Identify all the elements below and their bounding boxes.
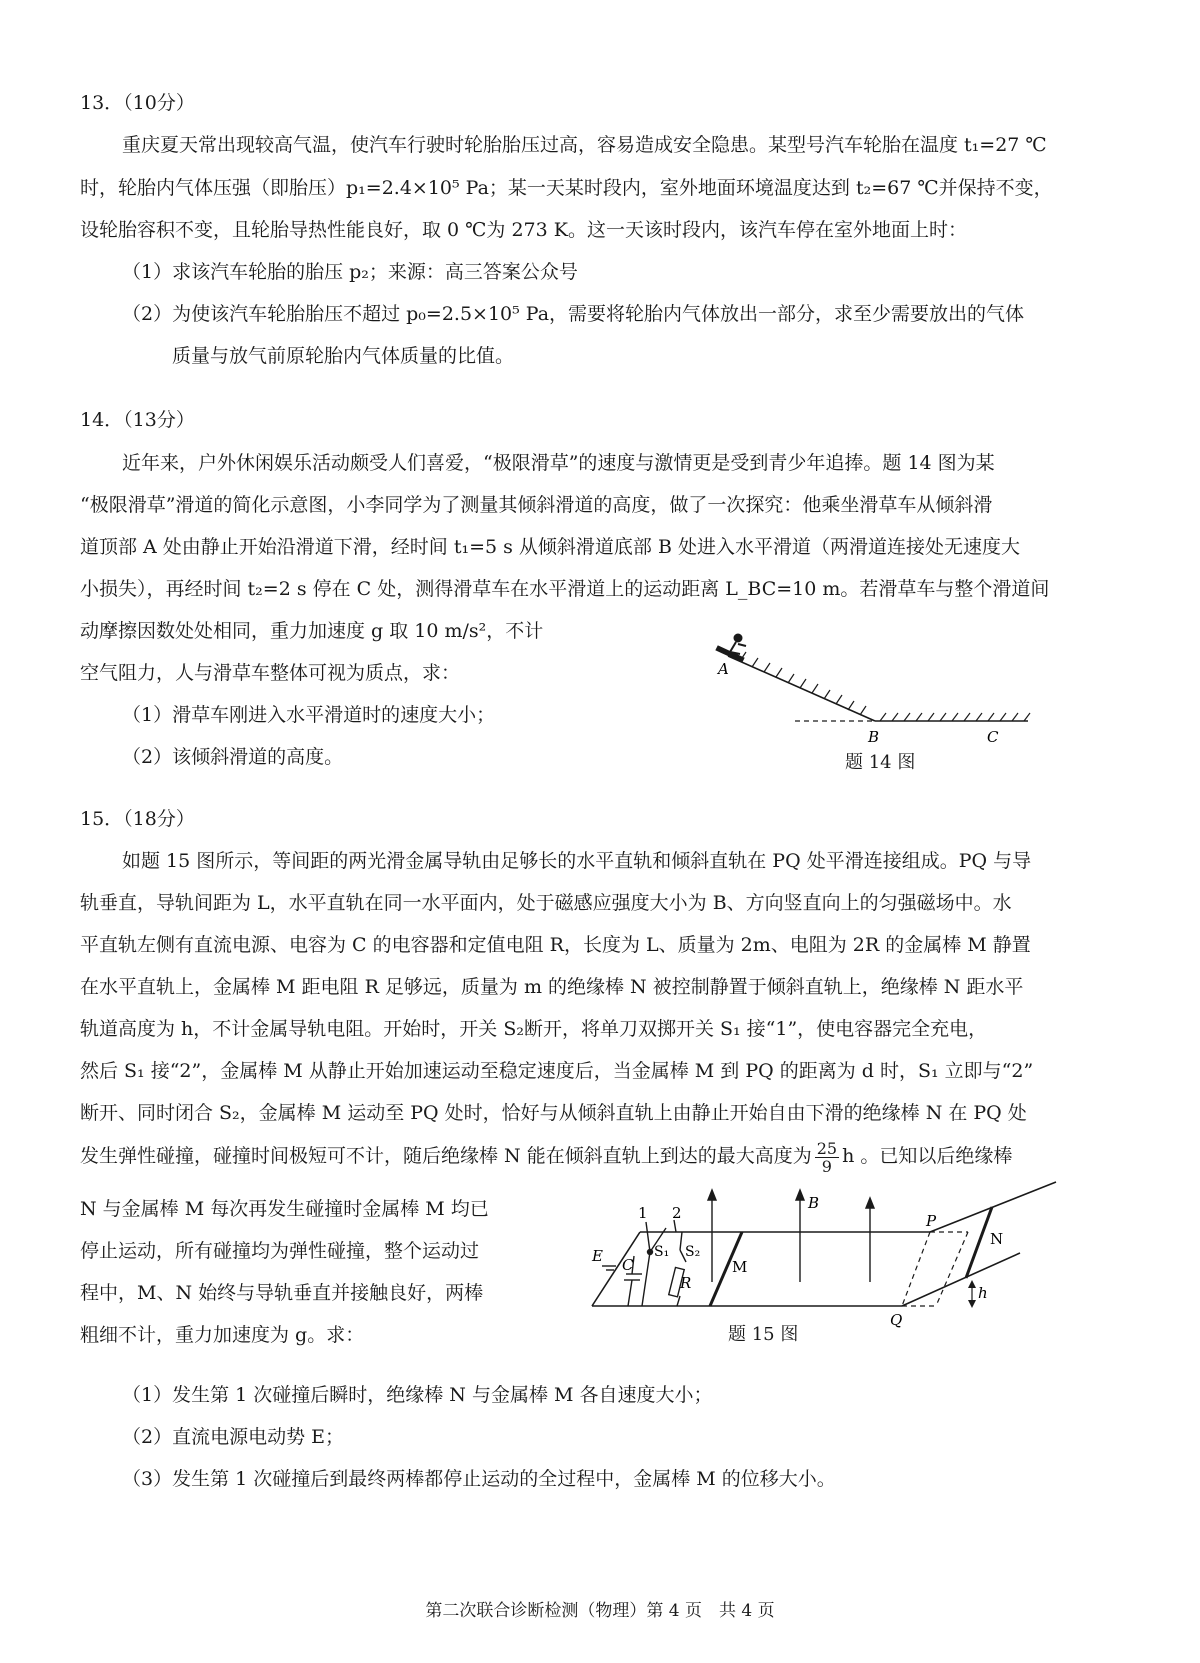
slope-hatching <box>740 652 866 715</box>
q15-line-7: 断开、同时闭合 S₂，金属棒 M 运动至 PQ 处时，恰好与从倾斜直轨上由静止开始自由下滑的绝缘棒 N 在 PQ 处 <box>80 1102 1027 1124</box>
dashed-projection <box>936 1232 968 1306</box>
label-b: B <box>868 728 880 746</box>
q13-heading: 13．（10分） <box>80 92 195 114</box>
q15-sub-1: （1）发生第 1 次碰撞后瞬时，绝缘棒 N 与金属棒 M 各自速度大小； <box>122 1384 713 1406</box>
slope-line <box>728 656 875 721</box>
q15-sub-3: （3）发生第 1 次碰撞后到最终两棒都停止运动的全过程中，金属棒 M 的位移大小。 <box>122 1468 836 1490</box>
label-m: M <box>732 1258 748 1276</box>
q15-line-3: 平直轨左侧有直流电源、电容为 C 的电容器和定值电阻 R，长度为 L、质量为 2m、电阻为 2R 的金属棒 M 静置 <box>80 934 1031 956</box>
q13-line-2: 时，轮胎内气体压强（即胎压）p₁=2.4×10⁵ Pa；某一天某时段内，室外地面环境温度达到 t₂=67 ℃并保持不变， <box>80 177 1053 199</box>
height-arrow-down <box>968 1300 976 1308</box>
figure-14-caption: 题 14 图 <box>845 752 916 773</box>
horizontal-hatching <box>880 713 1030 721</box>
incline-far <box>930 1182 1056 1232</box>
q14-line-1: 近年来，户外休闲娱乐活动颇受人们喜爱，“极限滑草”的速度与激情更是受到青少年追捧。题 14 图为某 <box>122 452 995 474</box>
q15-line-4: 在水平直轨上，金属棒 M 距电阻 R 足够远，质量为 m 的绝缘棒 N 被控制静置于倾斜直轨上，绝缘棒 N 距水平 <box>80 976 1024 998</box>
q14-sub-1: （1）滑草车刚进入水平滑道时的速度大小； <box>122 704 496 726</box>
q15-line-8-post: h 。已知以后绝缘棒 <box>842 1145 1013 1167</box>
q13-line-1: 重庆夏天常出现较高气温，使汽车行驶时轮胎胎压过高，容易造成安全隐患。某型号汽车轮胎在温度 t₁=27 ℃ <box>122 134 1047 156</box>
q15-narrow-2: 停止运动，所有碰撞均为弹性碰撞，整个运动过 <box>80 1240 480 1262</box>
fraction-numerator: 25 <box>816 1138 838 1158</box>
label-e: E <box>592 1247 603 1265</box>
q15-narrow-3: 程中，M、N 始终与导轨垂直并接触良好，两棒 <box>80 1282 484 1304</box>
q15-heading: 15．（18分） <box>80 808 195 830</box>
label-c: C <box>987 728 999 746</box>
label-b: B <box>808 1194 820 1212</box>
label-q: Q <box>890 1311 903 1329</box>
q15-line-5: 轨道高度为 h，不计金属导轨电阻。开始时，开关 S₂断开，将单刀双掷开关 S₁ 接“1”，使电容器完全充电， <box>80 1018 988 1040</box>
figure-15-rail-diagram <box>580 1170 1100 1345</box>
label-h: h <box>978 1284 988 1302</box>
q14-line-5: 动摩擦因数处处相同，重力加速度 g 取 10 m/s²，不计 <box>80 620 544 642</box>
q15-sub-2: （2）直流电源电动势 E； <box>122 1426 344 1448</box>
height-arrow-up <box>968 1280 976 1288</box>
page-footer: 第二次联合诊断检测（物理）第 4 页 共 4 页 <box>425 1601 775 1621</box>
q13-sub-1: （1）求该汽车轮胎的胎压 p₂；来源：高三答案公众号 <box>122 261 578 283</box>
label-c: C <box>622 1256 634 1274</box>
q15-narrow-1: N 与金属棒 M 每次再发生碰撞时金属棒 M 均已 <box>80 1198 489 1220</box>
label-switch-2: 2 <box>672 1204 682 1222</box>
q14-heading: 14．（13分） <box>80 409 195 431</box>
figure-14-slope-diagram <box>700 618 1060 758</box>
q15-narrow-4: 粗细不计，重力加速度为 g。求： <box>80 1324 365 1346</box>
q13-sub-2a: （2）为使该汽车轮胎胎压不超过 p₀=2.5×10⁵ Pa，需要将轮胎内气体放出一部分，求至少需要放出的气体 <box>122 303 1025 325</box>
fraction-denominator: 9 <box>821 1156 832 1176</box>
q15-line-8-pre: 发生弹性碰撞，碰撞时间极短可不计，随后绝缘棒 N 能在倾斜直轨上到达的最大高度为 <box>80 1145 812 1167</box>
q14-line-2: “极限滑草”滑道的简化示意图，小李同学为了测量其倾斜滑道的高度，做了一次探究：他乘坐滑草车从倾斜滑 <box>80 494 993 516</box>
q14-sub-2: （2）该倾斜滑道的高度。 <box>122 746 344 768</box>
q14-line-6: 空气阻力，人与滑草车整体可视为质点，求： <box>80 662 461 684</box>
circuit-elements <box>602 1220 686 1306</box>
q15-line-6: 然后 S₁ 接“2”，金属棒 M 从静止开始加速运动至稳定速度后，当金属棒 M 到 PQ 的距离为 d 时，S₁ 立即与“2” <box>80 1060 1034 1082</box>
q15-line-1: 如题 15 图所示，等间距的两光滑金属导轨由足够长的水平直轨和倾斜直轨在 PQ 处平滑连接组成。PQ 与导 <box>122 850 1032 872</box>
label-switch-1: 1 <box>638 1204 648 1222</box>
q15-line-2: 轨垂直，导轨间距为 L，水平直轨在同一水平面内，处于磁感应强度大小为 B、方向竖直向上的匀强磁场中。水 <box>80 892 1012 914</box>
label-p: P <box>926 1212 937 1230</box>
label-s1: S₁ <box>654 1244 670 1260</box>
q14-line-3: 道顶部 A 处由静止开始沿滑道下滑，经时间 t₁=5 s 从倾斜滑道底部 B 处进入水平滑道（两滑道连接处无速度大 <box>80 536 1020 558</box>
q13-sub-2b: 质量与放气前原轮胎内气体质量的比值。 <box>172 345 515 367</box>
label-a: A <box>718 660 729 678</box>
incline-near <box>902 1253 1020 1306</box>
q13-line-3: 设轮胎容积不变，且轮胎导热性能良好，取 0 ℃为 273 K。这一天该时段内，该汽车停在室外地面上时： <box>80 219 967 241</box>
figure-15-caption: 题 15 图 <box>728 1324 799 1345</box>
q14-line-4: 小损失），再经时间 t₂=2 s 停在 C 处，测得滑草车在水平滑道上的运动距离 L_BC=10 m。若滑草车与整个滑道间 <box>80 578 1050 600</box>
label-r: R <box>680 1274 692 1292</box>
label-n: N <box>990 1230 1004 1248</box>
label-s2: S₂ <box>685 1244 701 1260</box>
